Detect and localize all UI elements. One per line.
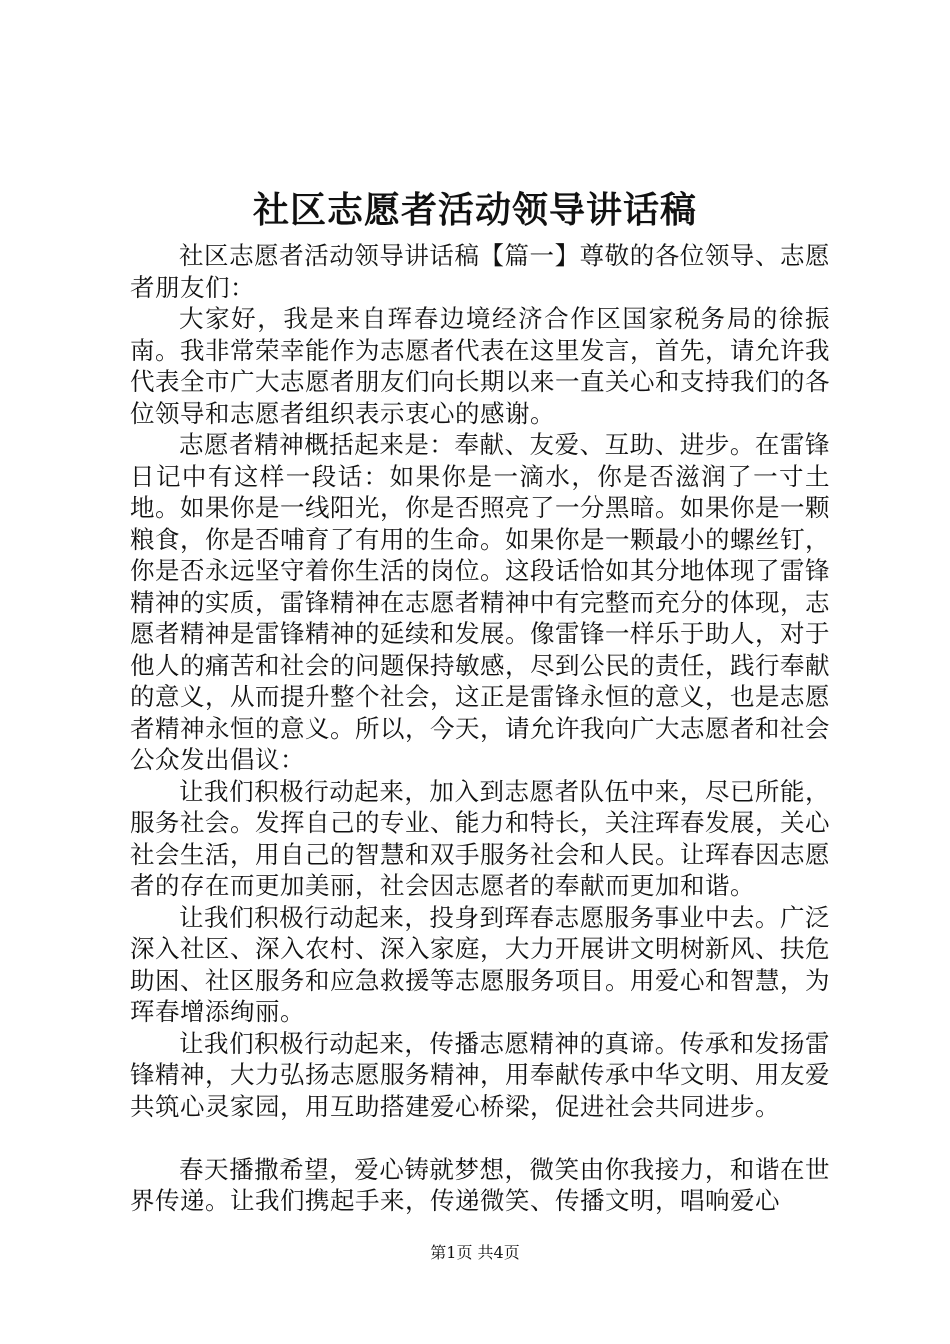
paragraph-1: 社区志愿者活动领导讲话稿【篇一】尊敬的各位领导、志愿者朋友们：	[130, 241, 830, 302]
page-footer: 第1页 共4页	[430, 1243, 520, 1262]
paragraph-3: 志愿者精神概括起来是：奉献、友爱、互助、进步。在雷锋日记中有这样一段话：如果你是一滴水，你是否滋润了一寸土地。如果你是一线阳光，你是否照亮了一分黑暗。如果你是一颗粮食，你是否哺育了有用的生命。如果你是一颗最小的螺丝钉，你是否永远坚守着你生活的岗位。这段话恰如其分地体现了雷锋精神的实质，雷锋精神在志愿者精神中有完整而充分的体现，志愿者精神是雷锋精神的延续和发展。像雷锋一样乐于助人，对于他人的痛苦和社会的问题保持敏感，尽到公民的责任，践行奉献的意义，从而提升整个社会，这正是雷锋永恒的意义，也是志愿者精神永恒的意义。所以，今天，请允许我向广大志愿者和社会公众发出倡议：	[130, 430, 830, 774]
paragraph-6: 让我们积极行动起来，传播志愿精神的真谛。传承和发扬雷锋精神，大力弘扬志愿服务精神，用奉献传承中华文明、用友爱共筑心灵家园，用互助搭建爱心桥梁，促进社会共同进步。	[130, 1028, 830, 1121]
paragraph-2: 大家好，我是来自珲春边境经济合作区国家税务局的徐振南。我非常荣幸能作为志愿者代表在这里发言，首先，请允许我代表全市广大志愿者朋友们向长期以来一直关心和支持我们的各位领导和志愿者组织表示衷心的感谢。	[130, 304, 830, 428]
document-title: 社区志愿者活动领导讲话稿	[252, 189, 697, 231]
paragraph-5: 让我们积极行动起来，投身到珲春志愿服务事业中去。广泛深入社区、深入农村、深入家庭，大力开展讲文明树新风、扶危助困、社区服务和应急救援等志愿服务项目。用爱心和智慧，为珲春增添绚丽。	[130, 902, 830, 1026]
paragraph-7: 春天播撒希望，爱心铸就梦想，微笑由你我接力，和谐在世界传递。让我们携起手来，传递微笑、传播文明，唱响爱心	[130, 1154, 830, 1215]
document-body	[130, 240, 830, 1217]
paragraph-4: 让我们积极行动起来，加入到志愿者队伍中来，尽已所能，服务社会。发挥自己的专业、能力和特长，关注珲春发展，关心社会生活，用自己的智慧和双手服务社会和人民。让珲春因志愿者的存在而更加美丽，社会因志愿者的奉献而更加和谐。	[130, 776, 830, 900]
